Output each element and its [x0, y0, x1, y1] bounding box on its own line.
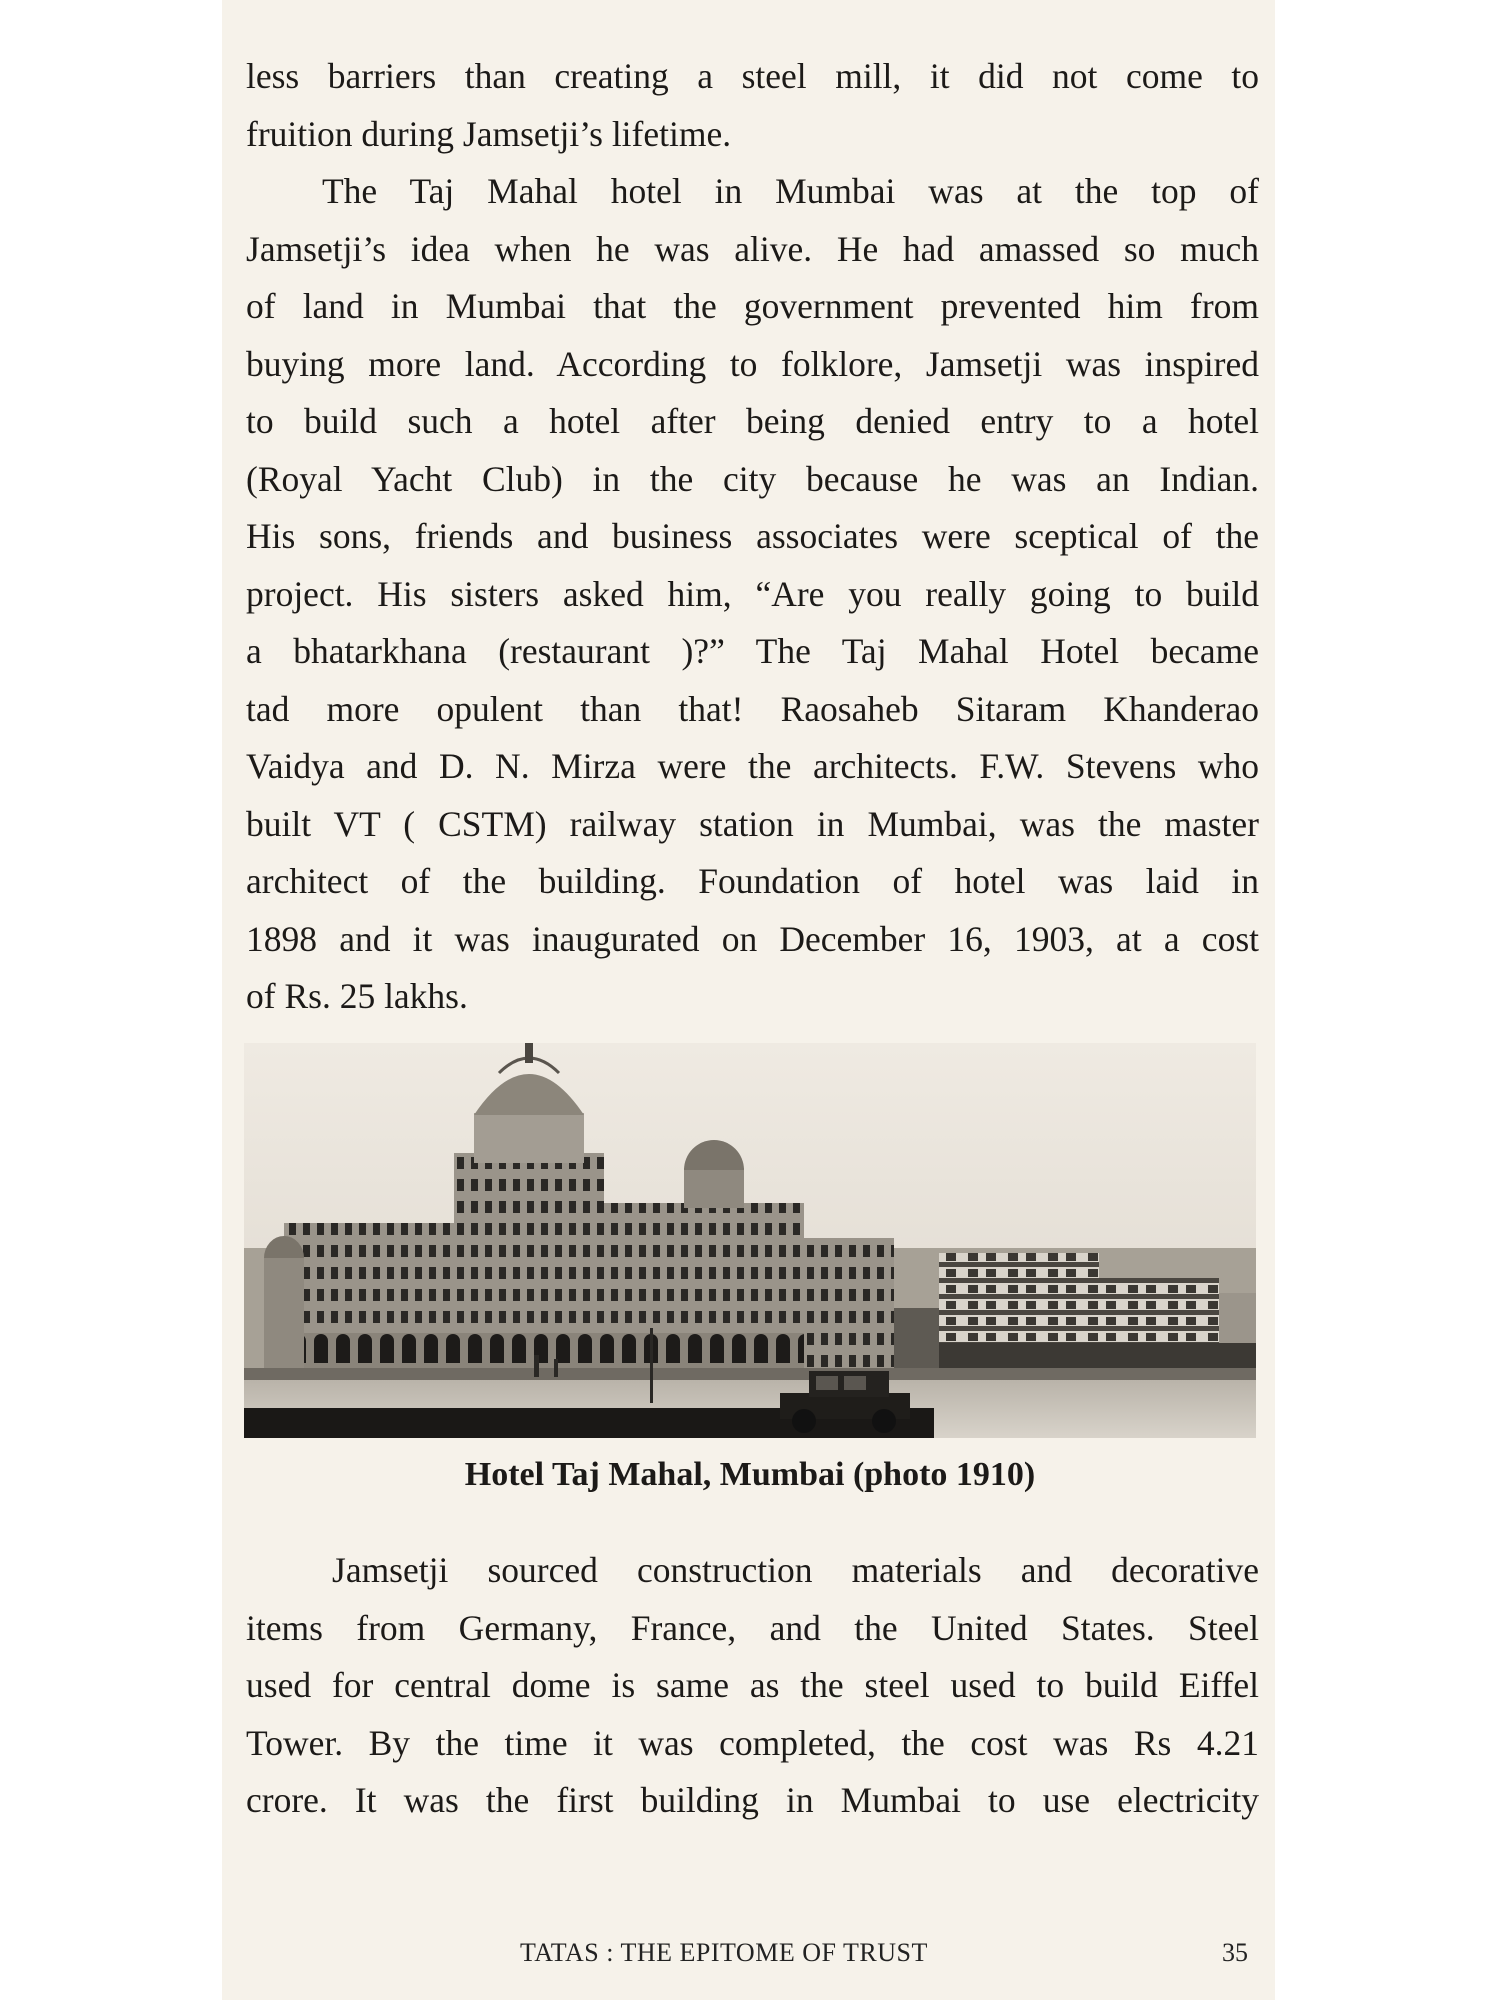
paragraph-materials	[246, 1542, 1259, 1830]
text-block-bottom	[246, 1542, 1259, 1830]
text-line: Jamsetji sourced construction materials and decorative	[332, 1550, 1259, 1590]
text-line: buying more land. According to folklore, Jamsetji was inspired	[246, 343, 1259, 384]
text-line: tad more opulent than that! Raosaheb Sitaram Khanderao	[246, 688, 1259, 729]
hotel-photo-illustration	[244, 1043, 1256, 1438]
text-line: Jamsetji’s idea when he was alive. He had amassed so much	[246, 228, 1259, 269]
text-line: architect of the building. Foundation of hotel was laid in	[246, 861, 1259, 901]
paragraph-continued	[246, 48, 1259, 163]
text-line: Tower. By the time it was completed, the cost was Rs 4.21	[246, 1722, 1259, 1763]
figure-caption: Hotel Taj Mahal, Mumbai (photo 1910)	[464, 1456, 1036, 1493]
text-line: fruition during Jamsetji’s lifetime.	[246, 113, 732, 154]
text-line: items from Germany, France, and the United States. Steel	[246, 1607, 1259, 1648]
text-line: of land in Mumbai that the government prevented him from	[246, 286, 1259, 326]
text-line: of Rs. 25 lakhs.	[246, 976, 468, 1016]
hotel-photo	[244, 1043, 1256, 1438]
text-line: Vaidya and D. N. Mirza were the architects. F.W. Stevens who	[246, 746, 1259, 786]
text-line: 1898 and it was inaugurated on December 16, 1903, at a cost	[246, 918, 1259, 959]
text-line: less barriers than creating a steel mill, it did not come to	[246, 56, 1259, 96]
text-line: His sons, friends and business associates were sceptical of the	[246, 516, 1259, 556]
text-block-top	[246, 48, 1259, 1026]
running-footer-title: TATAS : THE EPITOME OF TRUST	[520, 1938, 928, 1967]
text-line: The Taj Mahal hotel in Mumbai was at the top of	[322, 171, 1259, 211]
text-line: used for central dome is same as the steel used to build Eiffel	[246, 1665, 1259, 1705]
text-line: crore. It was the first building in Mumbai to use electricity	[246, 1780, 1259, 1820]
paragraph-taj-mahal	[246, 163, 1259, 1026]
text-line: a bhatarkhana (restaurant )?” The Taj Mahal Hotel became	[246, 631, 1259, 671]
text-line: project. His sisters asked him, “Are you really going to build	[246, 573, 1259, 614]
text-line: built VT ( CSTM) railway station in Mumbai, was the master	[246, 803, 1259, 844]
text-line: to build such a hotel after being denied entry to a hotel	[246, 401, 1259, 441]
text-line: (Royal Yacht Club) in the city because he was an Indian.	[246, 458, 1259, 499]
page-number: 35	[1222, 1938, 1248, 1967]
